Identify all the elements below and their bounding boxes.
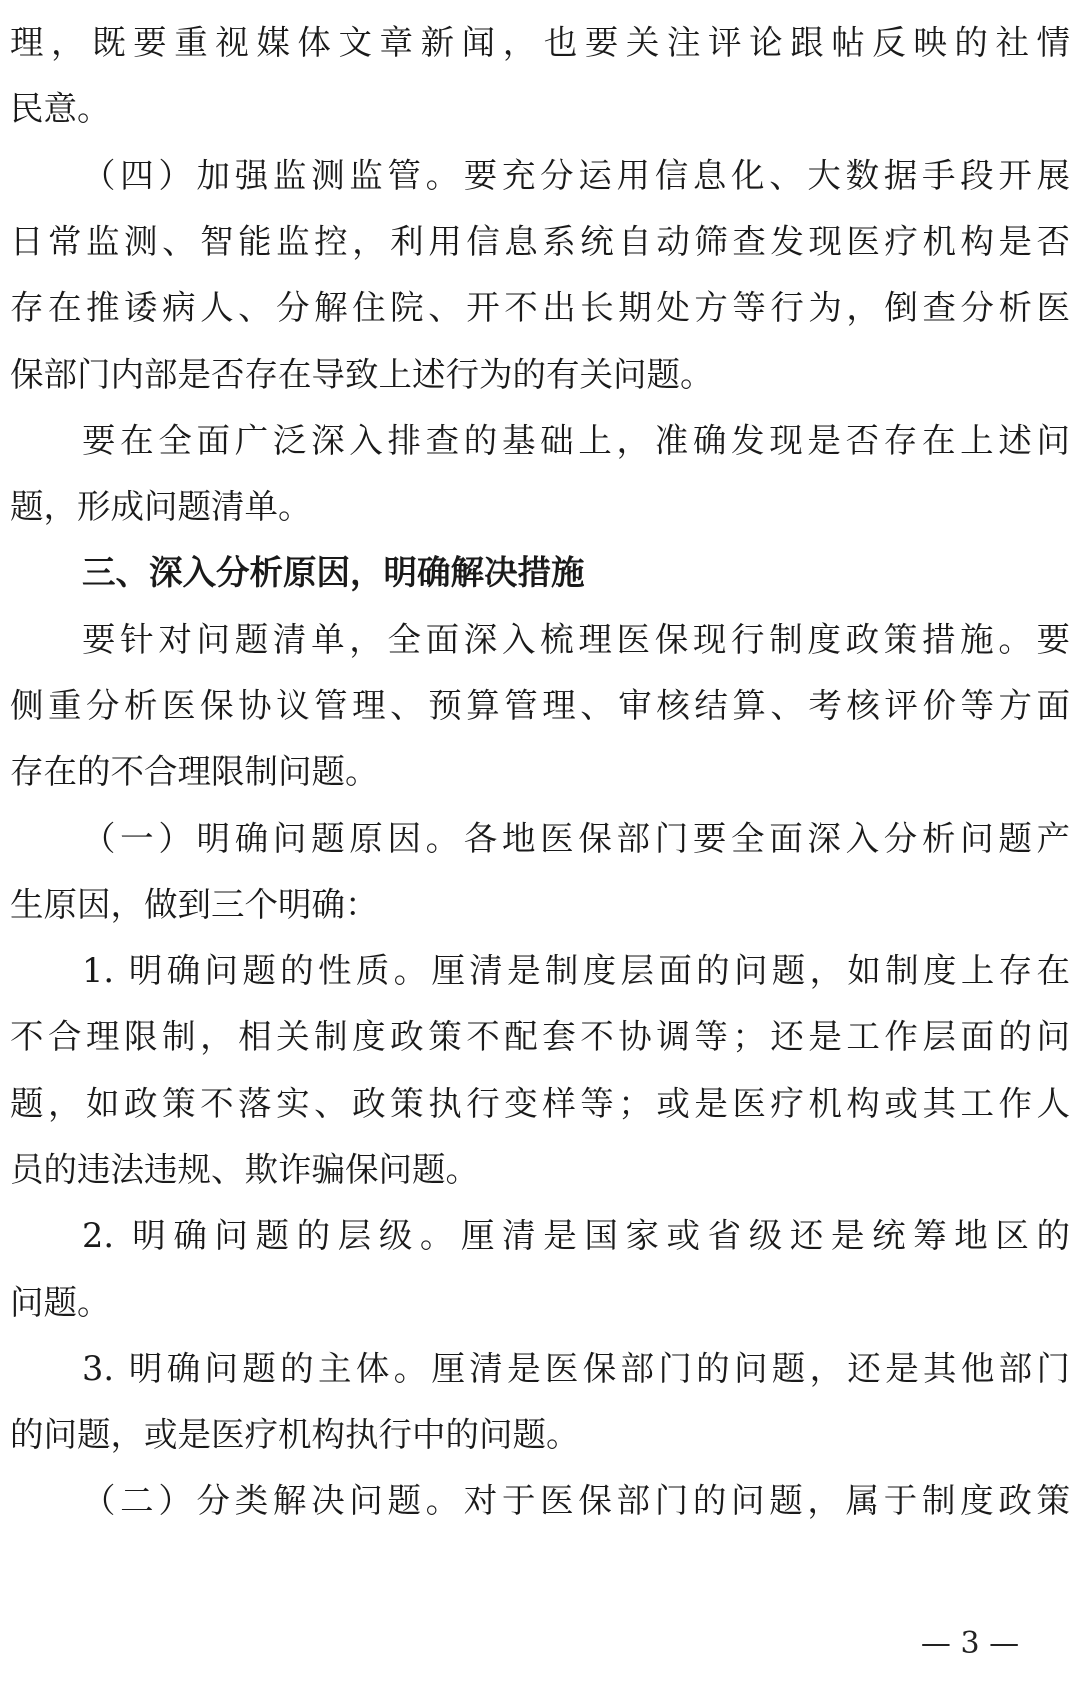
body-text-line: 的问题，或是医疗机构执行中的问题。 (10, 1415, 580, 1454)
body-text-line: 题，形成问题清单。 (10, 487, 312, 526)
body-text-line: 存在推诿病人、分解住院、开不出长期处方等行为，倒查分析医 (10, 288, 1070, 327)
section-heading: 三、深入分析原因，明确解决措施 (82, 553, 585, 592)
numbered-item-line: 2. 明确问题的层级。厘清是国家或省级还是统筹地区的 (82, 1216, 1070, 1255)
body-text-line: 侧重分析医保协议管理、预算管理、审核结算、考核评价等方面 (10, 686, 1070, 725)
body-text-line: 民意。 (10, 89, 111, 128)
paragraph-first-line: 要在全面广泛深入排查的基础上，准确发现是否存在上述问 (82, 421, 1070, 460)
page-number: — 3 — (920, 1626, 1020, 1661)
body-text-line: 不合理限制，相关制度政策不配套不协调等；还是工作层面的问 (10, 1017, 1070, 1056)
body-text-line: 员的违法违规、欺诈骗保问题。 (10, 1150, 479, 1189)
section-paragraph-line: （一）明确问题原因。各地医保部门要全面深入分析问题产 (82, 819, 1070, 858)
numbered-item-line: 3. 明确问题的主体。厘清是医保部门的问题，还是其他部门 (82, 1349, 1070, 1388)
numbered-item-line: 1. 明确问题的性质。厘清是制度层面的问题，如制度上存在 (82, 951, 1070, 990)
paragraph-first-line: 要针对问题清单，全面深入梳理医保现行制度政策措施。要 (82, 620, 1070, 659)
body-text-line: 生原因，做到三个明确： (10, 885, 379, 924)
body-text-line: 问题。 (10, 1283, 111, 1322)
section-paragraph-line: （四）加强监测监管。要充分运用信息化、大数据手段开展 (82, 156, 1070, 195)
body-text-line: 理，既要重视媒体文章新闻，也要关注评论跟帖反映的社情 (10, 23, 1070, 62)
body-text-line: 保部门内部是否存在导致上述行为的有关问题。 (10, 355, 714, 394)
section-paragraph-line: （二）分类解决问题。对于医保部门的问题，属于制度政策 (82, 1481, 1070, 1520)
body-text-line: 存在的不合理限制问题。 (10, 752, 379, 791)
body-text-line: 题，如政策不落实、政策执行变样等；或是医疗机构或其工作人 (10, 1084, 1070, 1123)
body-text-line: 日常监测、智能监控，利用信息系统自动筛查发现医疗机构是否 (10, 222, 1070, 261)
